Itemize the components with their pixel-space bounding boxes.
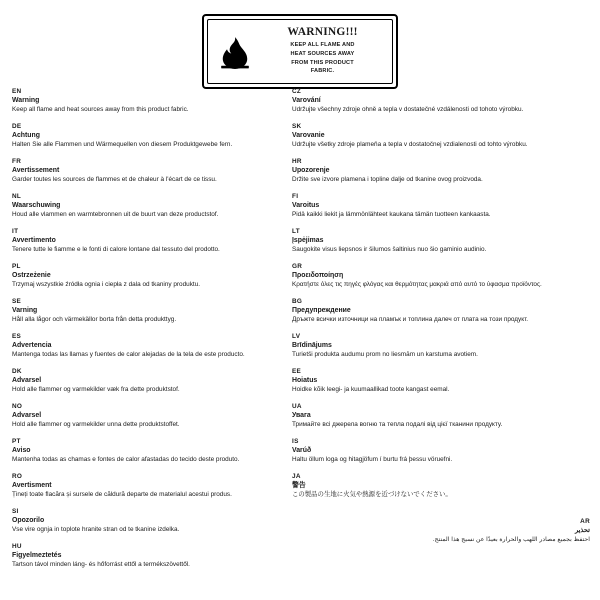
language-body: Дръжте всички източници на пламък и топлина далеч от плата на този продукт.: [292, 316, 529, 324]
language-heading: Varování: [292, 96, 321, 104]
language-heading: Avertissement: [12, 166, 60, 174]
language-entry-is: [292, 438, 590, 465]
language-heading: Warning: [12, 96, 40, 104]
language-body: Udržujte všetky zdroje plameňa a tepla v dostatočnej vzdialenosti od tohto výrobku.: [292, 141, 528, 149]
language-body: Țineți toate flacăra și sursele de căldură departe de materialul acestui produs.: [12, 491, 232, 499]
language-entry-no: [12, 403, 288, 430]
warning-badge-text: [261, 26, 384, 76]
language-entry-en: [12, 88, 288, 115]
language-heading: Figyelmeztetés: [12, 551, 62, 559]
language-entry-gr: [292, 263, 590, 290]
language-heading: Advarsel: [12, 376, 42, 384]
spacer: [292, 508, 590, 518]
language-body: احتفظ بجميع مصادر اللهب والحرارة بعيدًا عن نسيج هذا المنتج.: [432, 535, 590, 543]
flame-icon: [216, 26, 254, 74]
language-code: EN: [12, 88, 22, 95]
language-heading: Varúð: [292, 446, 312, 454]
language-entry-pt: [12, 438, 288, 465]
language-code: SI: [12, 508, 19, 515]
language-heading: Opozorilo: [12, 516, 45, 524]
language-heading: Увага: [292, 411, 311, 419]
language-heading: Avvertimento: [12, 236, 56, 244]
warning-badge: [202, 14, 398, 89]
language-code: DK: [12, 368, 22, 375]
language-body: Mantenha todas as chamas e fontes de calor afastadas do tecido deste produto.: [12, 456, 240, 464]
language-entry-se: [12, 298, 288, 325]
language-body: Držite sve izvore plamena i topline dalje od tkanine ovog proizvoda.: [292, 176, 483, 184]
language-body: Haltu öllum loga og hitagjöfum í burtu frá þessu vöruefni.: [292, 456, 453, 464]
language-body: Hold alle flammer og varmekilder væk fra dette produktstof.: [12, 386, 180, 394]
language-heading: Varovanie: [292, 131, 325, 139]
language-heading: 警告: [292, 481, 306, 489]
warning-badge-line: HEAT SOURCES AWAY: [290, 50, 355, 57]
language-entry-sk: [292, 123, 590, 150]
language-entry-de: [12, 123, 288, 150]
language-code: IT: [12, 228, 19, 235]
language-code: UA: [292, 403, 302, 410]
language-heading: Προειδοποίηση: [292, 271, 344, 279]
warning-badge-title: WARNING!!!: [287, 26, 358, 38]
language-body: Tartson távol minden láng- és hőforrást ettől a termékszövettől.: [12, 561, 190, 569]
language-entry-pl: [12, 263, 288, 290]
language-code: HU: [12, 543, 22, 550]
language-column-left: [0, 88, 292, 578]
language-code: LT: [292, 228, 300, 235]
language-code: NO: [12, 403, 23, 410]
language-code: GR: [292, 263, 303, 270]
language-entry-ro: [12, 473, 288, 500]
language-heading: Advarsel: [12, 411, 42, 419]
warning-badge-line: FABRIC.: [310, 68, 335, 75]
language-heading: Įspėjimas: [292, 236, 324, 244]
language-heading: Varoitus: [292, 201, 320, 209]
language-entry-ar: [292, 518, 590, 544]
language-heading: Achtung: [12, 131, 40, 139]
language-body: Κρατήστε όλες τις πηγές φλόγας και θερμότητας μακριά από αυτό το ύφασμα προϊόντος.: [292, 281, 542, 289]
warning-badge-inner: [207, 19, 393, 84]
language-code: SE: [12, 298, 22, 305]
language-heading: Upozorenje: [292, 166, 330, 174]
language-code: EE: [292, 368, 302, 375]
language-code: LV: [292, 333, 301, 340]
language-heading: Hoiatus: [292, 376, 318, 384]
language-heading: Waarschuwing: [12, 201, 61, 209]
language-entry-ua: [292, 403, 590, 430]
language-entry-ee: [292, 368, 590, 395]
language-entry-cz: [292, 88, 590, 115]
language-entry-si: [12, 508, 288, 535]
language-body: Hoidke kõik leegi- ja kuumaallikad toote kangast eemal.: [292, 386, 450, 394]
language-body: Тримайте всі джерела вогню та тепла подалі від цієї тканини продукту.: [292, 421, 503, 429]
language-entry-fr: [12, 158, 288, 185]
language-columns: [0, 88, 600, 578]
language-entry-lt: [292, 228, 590, 255]
language-entry-lv: [292, 333, 590, 360]
language-body: Håll alla lågor och värmekällor borta från detta produkttyg.: [12, 316, 177, 324]
language-body: Houd alle vlammen en warmtebronnen uit de buurt van deze productstof.: [12, 211, 219, 219]
language-code: PL: [12, 263, 21, 270]
language-heading: Brīdinājums: [292, 341, 332, 349]
language-heading: تحذير: [574, 526, 590, 534]
language-body: Tenere tutte le fiamme e le fonti di calore lontane dal tessuto del prodotto.: [12, 246, 220, 254]
language-heading: Ostrzeżenie: [12, 271, 51, 279]
language-body: Saugokite visus liepsnos ir šilumos šaltinius nuo šio gaminio audinio.: [292, 246, 487, 254]
language-code: ES: [12, 333, 22, 340]
language-body: Trzymaj wszystkie źródła ognia i ciepła z dala od tkaniny produktu.: [12, 281, 201, 289]
language-code: SK: [292, 123, 302, 130]
language-code: AR: [580, 518, 590, 525]
language-heading: Varning: [12, 306, 38, 314]
language-entry-it: [12, 228, 288, 255]
language-code: PT: [12, 438, 21, 445]
language-code: DE: [12, 123, 22, 130]
language-heading: Aviso: [12, 446, 31, 454]
language-body: Turietši produkta audumu prom no liesmām un karstuma avotiem.: [292, 351, 478, 359]
language-entry-hu: [12, 543, 288, 570]
warning-badge-line: KEEP ALL FLAME AND: [290, 42, 355, 49]
language-body: Udržujte všechny zdroje ohně a tepla v dostatečné vzdálenosti od tohoto výrobku.: [292, 106, 524, 114]
language-column-right: [292, 88, 600, 578]
language-body: Garder toutes les sources de flammes et de chaleur à l'écart de ce tissu.: [12, 176, 217, 184]
language-entry-nl: [12, 193, 288, 220]
language-code: NL: [12, 193, 22, 200]
language-code: JA: [292, 473, 301, 480]
language-code: BG: [292, 298, 303, 305]
language-body: Keep all flame and heat sources away from this product fabric.: [12, 106, 189, 114]
language-code: FI: [292, 193, 299, 200]
language-entry-ja: [292, 473, 590, 500]
language-code: RO: [12, 473, 23, 480]
language-entry-fi: [292, 193, 590, 220]
language-entry-dk: [12, 368, 288, 395]
language-entry-es: [12, 333, 288, 360]
language-code: CZ: [292, 88, 302, 95]
language-body: Halten Sie alle Flammen und Wärmequellen von diesem Produktgewebe fern.: [12, 141, 233, 149]
warning-badge-line: FROM THIS PRODUCT: [291, 59, 354, 66]
language-body: Vse vire ognja in toplote hranite stran od te tkanine izdelka.: [12, 526, 180, 534]
language-code: IS: [292, 438, 299, 445]
language-heading: Предупреждение: [292, 306, 351, 314]
language-body: この製品の生地に火気や熱源を近づけないでください。: [292, 491, 452, 499]
language-entry-hr: [292, 158, 590, 185]
language-code: HR: [292, 158, 302, 165]
language-heading: Advertencia: [12, 341, 52, 349]
warning-badge-lines: [261, 41, 384, 76]
language-code: FR: [12, 158, 22, 165]
language-body: Hold alle flammer og varmekilder unna dette produktstoffet.: [12, 421, 180, 429]
language-body: Pidä kaikki liekit ja lämmönlähteet kaukana tämän tuotteen kankaasta.: [292, 211, 491, 219]
warning-badge-container: [0, 0, 600, 89]
language-entry-bg: [292, 298, 590, 325]
language-heading: Avertisment: [12, 481, 52, 489]
language-body: Mantenga todas las llamas y fuentes de calor alejadas de la tela de este producto.: [12, 351, 245, 359]
